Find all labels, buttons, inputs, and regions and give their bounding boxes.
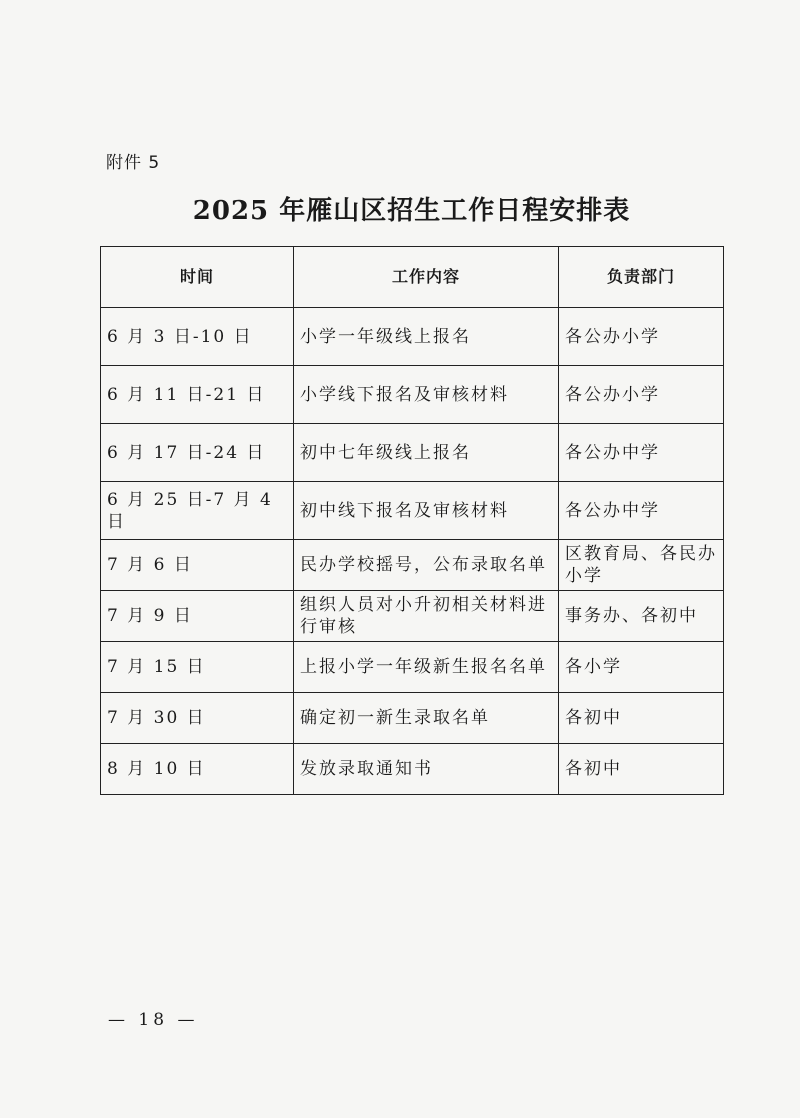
time-cell: 6 月 17 日-24 日 (101, 424, 294, 482)
content-cell: 上报小学一年级新生报名名单 (294, 642, 559, 693)
header-dept: 负责部门 (559, 247, 724, 308)
dept-cell: 各公办小学 (559, 308, 724, 366)
table-header-row (101, 247, 724, 308)
time-cell: 6 月 25 日-7 月 4 日 (101, 482, 294, 540)
page-title: 2025 年雁山区招生工作日程安排表 (192, 196, 631, 226)
content-cell: 小学一年级线上报名 (294, 308, 559, 366)
content-cell: 确定初一新生录取名单 (294, 693, 559, 744)
time-cell: 7 月 9 日 (101, 591, 294, 642)
table-row (101, 642, 724, 693)
header-content: 工作内容 (294, 247, 559, 308)
table-row (101, 744, 724, 795)
content-cell: 组织人员对小升初相关材料进行审核 (294, 591, 559, 642)
table-row (101, 693, 724, 744)
content-cell: 小学线下报名及审核材料 (294, 366, 559, 424)
dept-cell: 各公办中学 (559, 482, 724, 540)
dept-cell: 各小学 (559, 642, 724, 693)
attachment-label: 附件 5 (106, 153, 161, 173)
time-cell: 6 月 11 日-21 日 (101, 366, 294, 424)
header-time: 时间 (101, 247, 294, 308)
table-row (101, 540, 724, 591)
time-cell: 7 月 15 日 (101, 642, 294, 693)
table-row (101, 308, 724, 366)
page-number: — 18 — (108, 1010, 199, 1030)
content-cell: 发放录取通知书 (294, 744, 559, 795)
table-row (101, 366, 724, 424)
content-cell: 初中七年级线上报名 (294, 424, 559, 482)
content-cell: 民办学校摇号，公布录取名单 (294, 540, 559, 591)
table-row (101, 482, 724, 540)
time-cell: 7 月 6 日 (101, 540, 294, 591)
dept-cell: 事务办、各初中 (559, 591, 724, 642)
dept-cell: 各公办小学 (559, 366, 724, 424)
time-cell: 6 月 3 日-10 日 (101, 308, 294, 366)
table-row (101, 424, 724, 482)
dept-cell: 区教育局、各民办小学 (559, 540, 724, 591)
time-cell: 8 月 10 日 (101, 744, 294, 795)
schedule-table (100, 246, 724, 795)
content-cell: 初中线下报名及审核材料 (294, 482, 559, 540)
time-cell: 7 月 30 日 (101, 693, 294, 744)
table-row (101, 591, 724, 642)
dept-cell: 各公办中学 (559, 424, 724, 482)
dept-cell: 各初中 (559, 744, 724, 795)
dept-cell: 各初中 (559, 693, 724, 744)
